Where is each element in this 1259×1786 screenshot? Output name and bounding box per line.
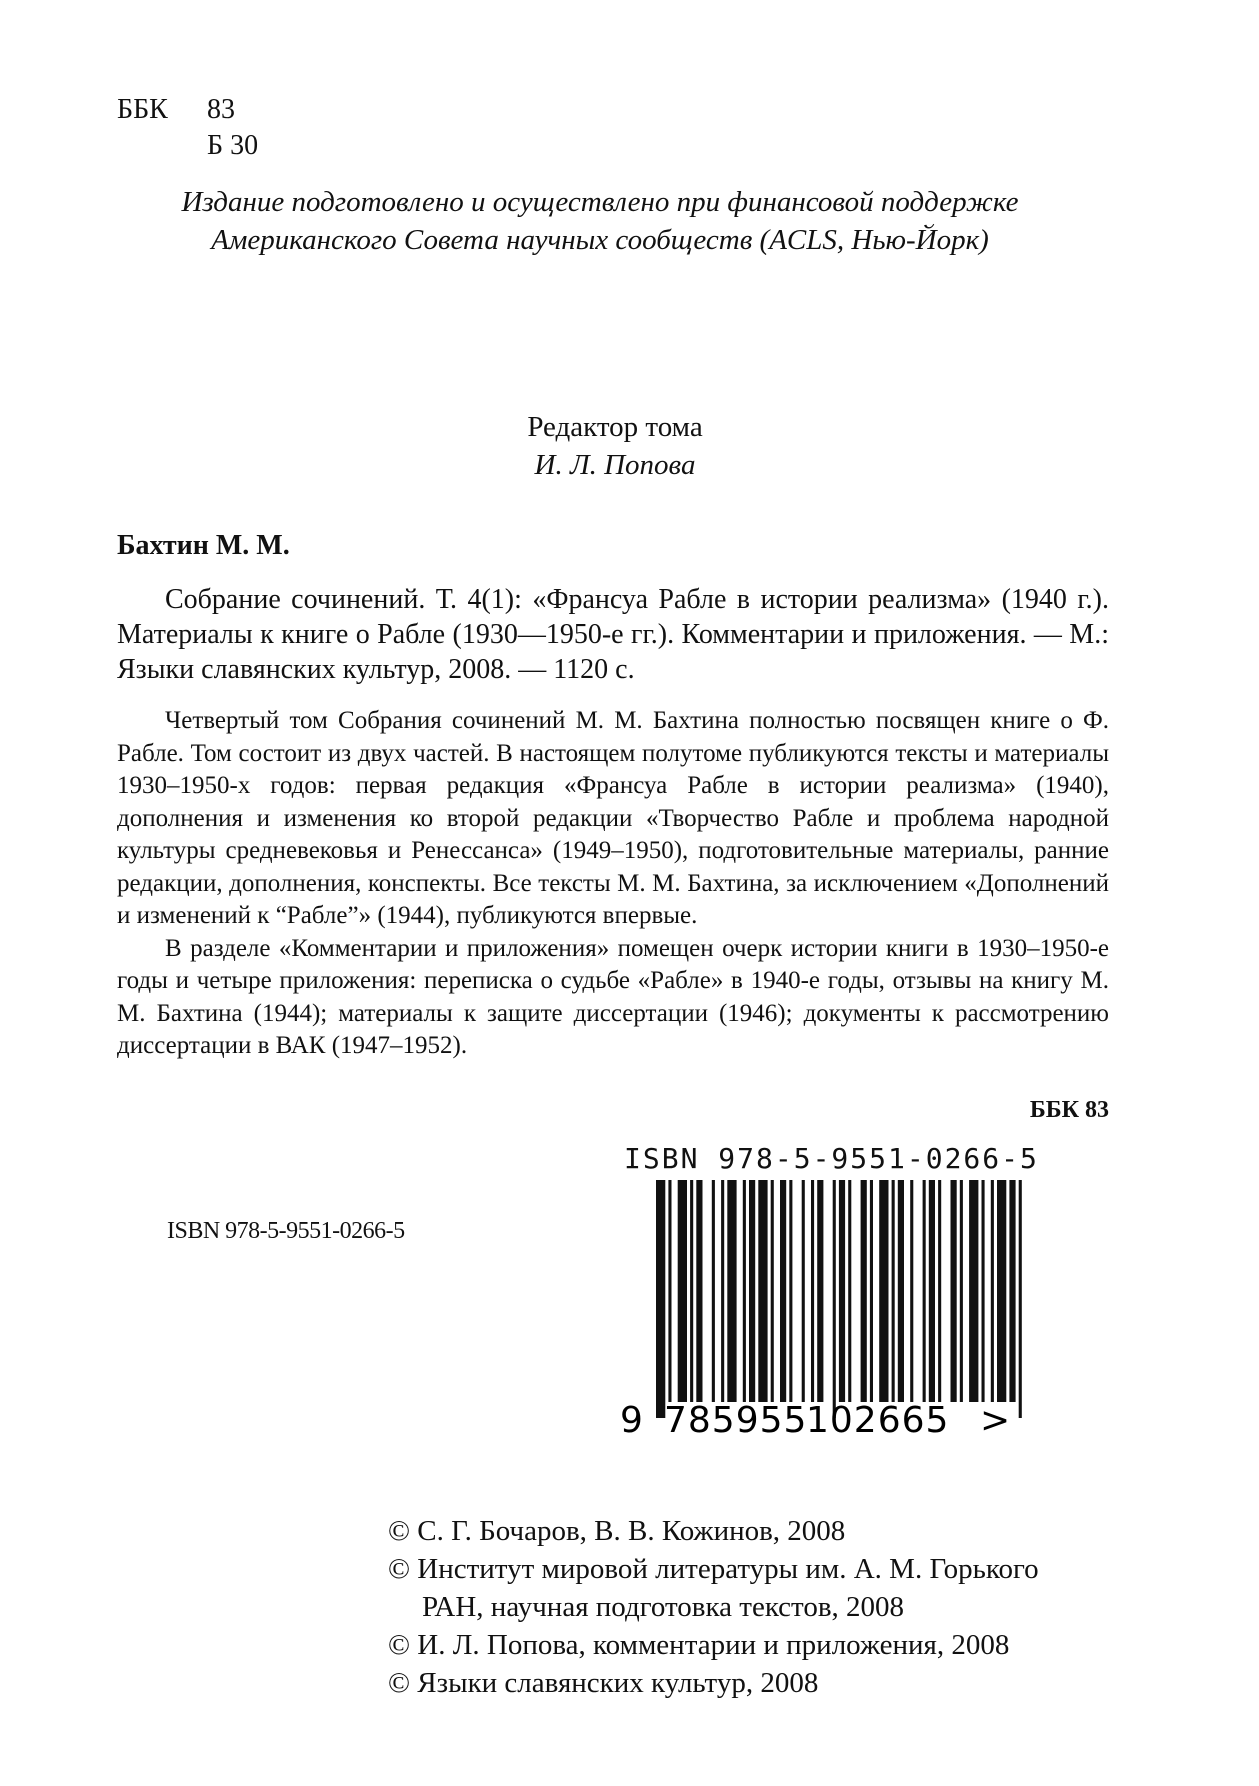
barcode-bar xyxy=(910,1180,913,1402)
barcode-bar xyxy=(727,1180,736,1402)
funding-note-line-2: Американского Совета научных сообществ (ACLS, Нью-Йорк) xyxy=(211,224,989,256)
barcode-bar xyxy=(656,1180,665,1418)
barcode-bar xyxy=(721,1180,724,1402)
barcode-group-1: 785955 xyxy=(664,1400,808,1441)
barcode-bar xyxy=(690,1180,693,1402)
copyright-line-3: РАН, научная подготовка текстов, 2008 xyxy=(422,1591,905,1623)
copyright-line-2: © Институт мировой литературы им. А. М. Горького xyxy=(388,1553,1039,1585)
barcode-group-2: 102665 xyxy=(806,1400,950,1441)
annotation-paragraph-1: Четвертый том Собрания сочинений М. М. Бахтина полностью посвящен книге о Ф. Рабле. Том состоит из двух частей. В настоящем полутоме публикуются тексты и материалы 1930–1950-х годов: первая редакция «Франсуа Рабле в истории реализма» (1940), дополнения и изменения ко второй редакции «Творчество Рабле и проблема народной культуры средневековья и Ренессанса» (1949–1950), подготовительные материалы, ранние редакции, дополнения, конспекты. Все тексты М. М. Бахтина, за исключением «Дополнений и изменений к “Рабле”» (1944), публикуются впервые. xyxy=(117,707,1109,929)
bbk-index-right: ББК 83 xyxy=(1029,1097,1109,1123)
barcode-bar xyxy=(923,1180,926,1402)
barcode-bar xyxy=(668,1180,671,1402)
barcode-bar xyxy=(743,1180,746,1402)
funding-note xyxy=(100,183,1100,259)
bbk-label: ББК xyxy=(117,94,168,125)
barcode-bar xyxy=(696,1180,702,1402)
barcode-bar xyxy=(802,1180,805,1402)
annotation-paragraph-2: В разделе «Комментарии и приложения» помещен очерк истории книги в 1930–1950-е годы и четыре приложения: переписка о судьбе «Рабле» в 1940-е годы, отзывы на книгу М. М. Бахтина (1944); материалы к защите диссертации (1946); документы к рассмотрению диссертации в ВАК (1947–1952). xyxy=(117,934,1109,1059)
copyright-line-4: © И. Л. Попова, комментарии и приложения, 2008 xyxy=(388,1629,1010,1661)
editor-name: И. Л. Попова xyxy=(534,449,696,481)
barcode-bars xyxy=(656,1180,1022,1418)
editor-label: Редактор тома xyxy=(527,411,703,443)
barcode-bar xyxy=(870,1180,873,1402)
barcode-bar xyxy=(811,1180,814,1402)
barcode-isbn-label: ISBN 978-5-9551-0266-5 xyxy=(624,1142,1039,1175)
barcode-bar xyxy=(991,1180,994,1402)
barcode-bar xyxy=(1009,1180,1015,1402)
copyright-line-5: © Языки славянских культур, 2008 xyxy=(388,1667,819,1699)
barcode-bar xyxy=(771,1180,774,1402)
barcode-bar xyxy=(938,1180,941,1402)
barcode-bar xyxy=(861,1180,867,1402)
bibliographic-citation: Собрание сочинений. Т. 4(1): «Франсуа Рабле в истории реализма» (1940 г.). Материалы к книге о Рабле (1930—1950-е гг.). Комментарии и приложения. — М.: Языки славянских культур, 2008. — 1120 с. xyxy=(117,584,1109,685)
bbk-code: 83 xyxy=(207,94,235,125)
barcode-bar xyxy=(833,1180,836,1418)
barcode-bar xyxy=(951,1180,957,1402)
barcode-bar xyxy=(960,1180,963,1402)
barcode-digit-first: 9 xyxy=(620,1400,643,1441)
copyright-block xyxy=(388,1512,1039,1702)
barcode-bar xyxy=(929,1180,935,1402)
barcode-bar xyxy=(879,1180,888,1402)
barcode-bar xyxy=(780,1180,786,1402)
barcode-bar xyxy=(817,1180,823,1402)
isbn-text: ISBN 978-5-9551-0266-5 xyxy=(167,1218,405,1244)
barcode-bar xyxy=(678,1180,687,1402)
barcode-bar xyxy=(758,1180,767,1402)
barcode-arrow: > xyxy=(980,1400,1011,1441)
copyright-line-1: © С. Г. Бочаров, В. В. Кожинов, 2008 xyxy=(388,1515,846,1547)
barcode-bar xyxy=(997,1180,1006,1402)
barcode-bar xyxy=(848,1180,851,1402)
barcode-bar xyxy=(712,1180,715,1402)
barcode-bar xyxy=(892,1180,895,1402)
barcode-bar xyxy=(749,1180,755,1402)
barcode-bar xyxy=(898,1180,904,1402)
author-heading: Бахтин М. М. xyxy=(117,530,290,561)
barcode-bar xyxy=(969,1180,978,1402)
isbn-barcode xyxy=(620,1180,1040,1460)
barcode-bar xyxy=(1019,1180,1022,1418)
barcode-bar xyxy=(839,1180,845,1402)
annotation xyxy=(117,705,1109,1063)
bbk-classification xyxy=(117,92,258,164)
volume-editor xyxy=(420,408,810,484)
barcode-bar xyxy=(789,1180,792,1402)
author-mark: Б 30 xyxy=(207,130,259,161)
funding-note-line-1: Издание подготовлено и осуществлено при финансовой поддержке xyxy=(181,186,1019,218)
barcode-bar xyxy=(982,1180,985,1402)
